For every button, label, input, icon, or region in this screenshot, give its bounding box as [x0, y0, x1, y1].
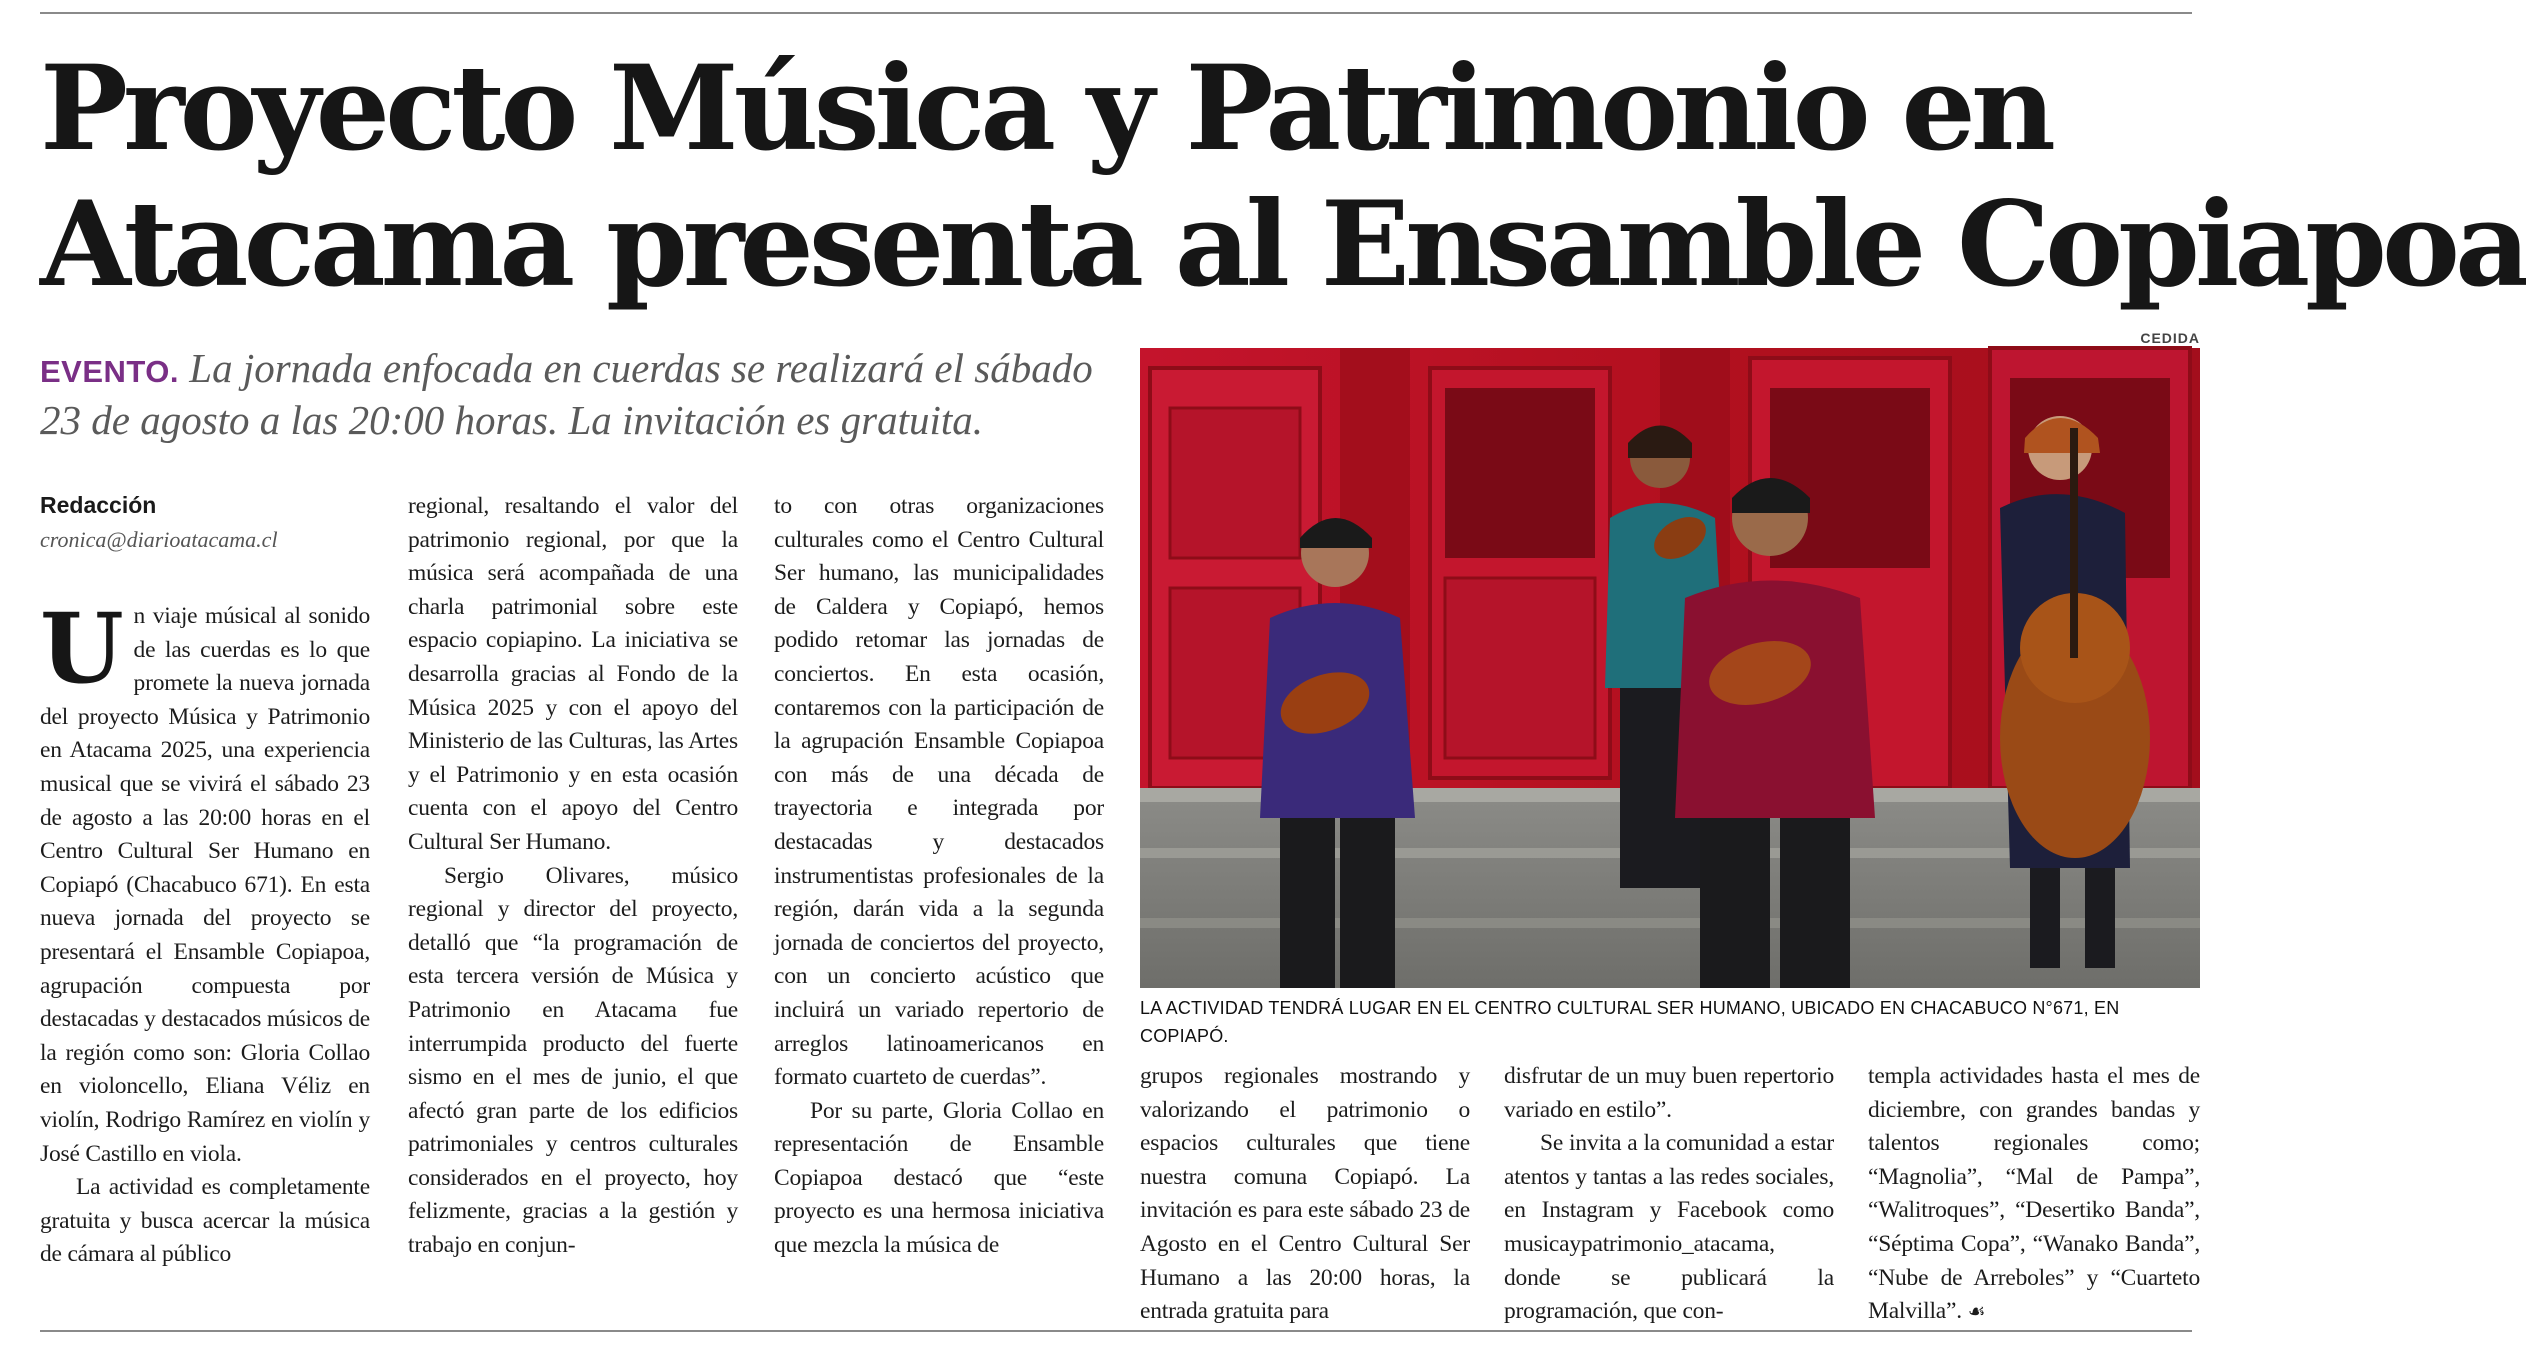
ensemble-photo-illustration: [1140, 348, 2200, 988]
paragraph: Se invita a la comunidad a estar atentos y tantas a las redes sociales, en Instagram y Facebook como musicaypatrimonio_atacama, donde se publicará la programación, que con-: [1504, 1130, 1834, 1325]
headline: [40, 39, 2526, 313]
article-column-2: [408, 490, 738, 1263]
article-column-1: [40, 592, 370, 1272]
article-column-6: [1868, 1060, 2200, 1329]
paragraph: Por su parte, Gloria Collao en representación de Ensamble Copiapoa destacó que “este proyecto es una hermosa iniciativa que mezcla la música de: [774, 1097, 1104, 1259]
photo-credit: CEDIDA: [2140, 330, 2200, 346]
deck-text: La jornada enfocada en cuerdas se realizará el sábado 23 de agosto a las 20:00 horas. La invitación es gratuita.: [40, 345, 1093, 443]
byline: [40, 490, 370, 556]
article-column-3: [774, 490, 1104, 1263]
paragraph: [40, 592, 370, 1171]
article-column-4: [1140, 1060, 1470, 1329]
paragraph: Sergio Olivares, músico regional y director del proyecto, detalló que “la programación de esta tercera versión de Música y Patrimonio en Atacama fue interrumpida producto del fuerte sismo en el mes de junio, el que afectó gran parte de los edificios patrimoniales y centros culturales considerados en el proyecto, hoy felizmente, gracias a la gestión y trabajo en conjun-: [408, 862, 738, 1259]
article-column-5: [1504, 1060, 1834, 1329]
deck: [40, 344, 1120, 444]
paragraph: [1868, 1060, 2200, 1329]
headline-line-1: Proyecto Música y Patrimonio en: [40, 39, 2051, 177]
paragraph: La actividad es completamente gratuita y busca acercar la música de cámara al público: [40, 1174, 370, 1268]
paragraph: disfrutar de un muy buen repertorio variado en estilo”.: [1504, 1063, 1834, 1123]
ensemble-photo: [1140, 348, 2200, 988]
paragraph: to con otras organizaciones culturales como el Centro Cultural Ser humano, las municipalidades de Caldera y Copiapó, hemos podido retomar las jornadas de conciertos. En esta ocasión, contaremos con la participación de la agrupación Ensamble Copiapoa con más de una década de trayectoria e integrada por destacadas y destacados instrumentistas profesionales de la región, darán vida a la segunda jornada de conciertos del proyecto, con un concierto acústico que incluirá un variado repertorio de arreglos latinoamericanos en formato cuarteto de cuerdas”.: [774, 493, 1104, 1091]
byline-email: cronica@diarioatacama.cl: [40, 527, 278, 552]
headline-line-2: Atacama presenta al Ensamble Copiapoa: [40, 175, 2526, 313]
dropcap: U: [40, 592, 124, 705]
paragraph-text: templa actividades hasta el mes de diciembre, con grandes bandas y talentos regionales como; “Magnolia”, “Mal de Pampa”, “Walitroques”, “Desertiko Banda”, “Séptima Copa”, “Wanako Banda”, “Nube de Arreboles” y “Cuarteto Malvilla”.: [1868, 1063, 2200, 1325]
paragraph: grupos regionales mostrando y valorizando el patrimonio o espacios culturales que tiene nuestra comuna Copiapó. La invitación es para este sábado 23 de Agosto en el Centro Cultural Ser Humano a las 20:00 horas, la entrada gratuita para: [1140, 1063, 1470, 1325]
paragraph: regional, resaltando el valor del patrimonio regional, por que la música será acompañada de una charla patrimonial sobre este espacio copiapino. La iniciativa se desarrolla gracias al Fondo de la Música 2025 y con el apoyo del Ministerio de las Culturas, las Artes y el Patrimonio y en esta ocasión cuenta con el apoyo del Centro Cultural Ser Humano.: [408, 493, 738, 855]
end-mark-icon: ☙: [1967, 1299, 1986, 1324]
top-rule: [40, 12, 2192, 14]
photo-caption: LA ACTIVIDAD TENDRÁ LUGAR EN EL CENTRO CULTURAL SER HUMANO, UBICADO EN CHACABUCO N°671, EN COPIAPÓ.: [1140, 998, 2120, 1046]
bottom-rule: [40, 1330, 2192, 1332]
paragraph-text: n viaje músical al sonido de las cuerdas es lo que promete la nueva jornada del proyecto Música y Patrimonio en Atacama 2025, una experiencia musical que se vivirá el sábado 23 de agosto a las 20:00 horas en el Centro Cultural Ser Humano en Copiapó (Chacabuco 671). En esta nueva jornada del proyecto se presentará el Ensamble Copiapoa, agrupación compuesta por destacadas y destacados músicos de la región como son: Gloria Collao en violoncello, Eliana Véliz en violín, Rodrigo Ramírez en violín y José Castillo en viola.: [40, 603, 370, 1167]
deck-kicker: EVENTO.: [40, 354, 180, 389]
byline-author: Redacción: [40, 492, 157, 518]
